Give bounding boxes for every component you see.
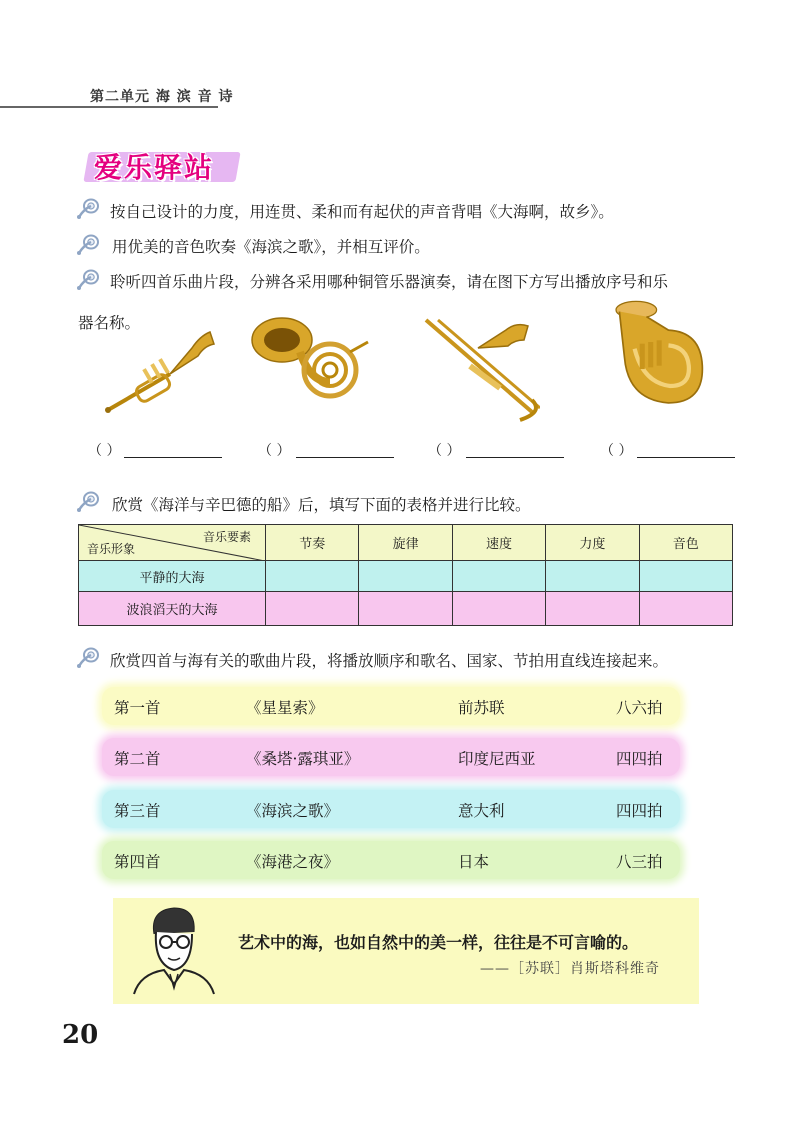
table-cell[interactable]	[452, 592, 545, 626]
task-recite-song: 按自己设计的力度，用连贯、柔和而有起伏的声音背唱《大海啊，故乡》。	[110, 203, 614, 221]
column-header-tempo: 速度	[452, 525, 545, 561]
horn-bullet-icon	[76, 268, 100, 292]
row-label-rough-sea: 波浪滔天的大海	[79, 592, 266, 626]
table-cell[interactable]	[639, 561, 732, 592]
song-order[interactable]: 第二首	[114, 750, 161, 768]
song-country[interactable]: 日本	[458, 853, 490, 871]
answer-paren-1: （ ）	[88, 443, 121, 459]
table-cell[interactable]	[546, 561, 639, 592]
horn-bullet-icon	[76, 646, 100, 670]
table-cell[interactable]	[359, 592, 452, 626]
task-match-songs: 欣赏四首与海有关的歌曲片段，将播放顺序和歌名、国家、节拍用直线连接起来。	[110, 652, 669, 670]
task-compare-table: 欣赏《海洋与辛巴德的船》后，填写下面的表格并进行比较。	[112, 496, 531, 514]
table-cell[interactable]	[266, 561, 359, 592]
quote-author: ——［苏联］肖斯塔科维奇	[480, 961, 660, 977]
chapter-header: 第二单元 海 滨 音 诗	[90, 89, 234, 105]
composer-portrait-icon	[130, 904, 216, 996]
task-identify-instruments-cont: 器名称。	[78, 314, 141, 332]
answer-paren-4: （ ）	[600, 443, 633, 459]
table-cell[interactable]	[639, 592, 732, 626]
column-header-timbre: 音色	[639, 525, 732, 561]
horn-bullet-icon	[76, 490, 100, 514]
song-order[interactable]: 第三首	[114, 802, 161, 820]
song-title[interactable]: 《桑塔·露琪亚》	[246, 750, 360, 768]
song-title[interactable]: 《海港之夜》	[246, 853, 340, 871]
song-strip-2	[102, 738, 680, 776]
column-header-rhythm: 节奏	[266, 525, 359, 561]
table-row	[79, 592, 733, 626]
table-row	[79, 561, 733, 592]
song-meter[interactable]: 四四拍	[616, 750, 663, 768]
horn-bullet-icon	[76, 197, 100, 221]
trombone-icon	[420, 316, 540, 426]
song-meter[interactable]: 八三拍	[616, 853, 663, 871]
song-strip-1	[102, 687, 680, 725]
song-country[interactable]: 意大利	[458, 802, 505, 820]
table-cell[interactable]	[359, 561, 452, 592]
song-meter[interactable]: 四四拍	[616, 802, 663, 820]
answer-line-1[interactable]	[124, 457, 222, 458]
song-country[interactable]: 前苏联	[458, 699, 505, 717]
header-music-elements: 音乐要素	[202, 530, 251, 544]
song-order[interactable]: 第一首	[114, 699, 161, 717]
horn-bullet-icon	[76, 233, 100, 257]
song-strip-4	[102, 841, 680, 879]
french-horn-icon	[250, 312, 370, 422]
comparison-table	[78, 524, 733, 626]
song-country[interactable]: 印度尼西亚	[458, 750, 536, 768]
column-header-melody: 旋律	[359, 525, 452, 561]
answer-line-2[interactable]	[296, 457, 394, 458]
song-strip-3	[102, 790, 680, 828]
song-order[interactable]: 第四首	[114, 853, 161, 871]
answer-paren-3: （ ）	[428, 443, 461, 459]
table-cell[interactable]	[266, 592, 359, 626]
quote-text: 艺术中的海，也如自然中的美一样，往往是不可言喻的。	[238, 933, 639, 952]
header-music-image: 音乐形象	[87, 542, 136, 556]
section-title-banner	[86, 146, 238, 186]
song-meter[interactable]: 八六拍	[616, 699, 663, 717]
table-diagonal-header	[79, 525, 266, 561]
answer-line-4[interactable]	[637, 457, 735, 458]
task-play-song: 用优美的音色吹奏《海滨之歌》，并相互评价。	[112, 238, 430, 256]
page-number: 20	[62, 1020, 99, 1050]
table-header-row	[79, 525, 733, 561]
song-title[interactable]: 《海滨之歌》	[246, 802, 340, 820]
trumpet-icon	[100, 318, 220, 428]
row-label-calm-sea: 平静的大海	[79, 561, 266, 592]
answer-line-3[interactable]	[466, 457, 564, 458]
column-header-dynamics: 力度	[546, 525, 639, 561]
header-rule	[0, 106, 218, 108]
song-title[interactable]: 《星星索》	[246, 699, 324, 717]
table-cell[interactable]	[546, 592, 639, 626]
table-cell[interactable]	[452, 561, 545, 592]
section-title: 爱乐驿站	[94, 151, 215, 184]
answer-paren-2: （ ）	[258, 443, 291, 459]
task-identify-instruments: 聆听四首乐曲片段，分辨各采用哪种铜管乐器演奏，请在图下方写出播放序号和乐	[110, 273, 669, 291]
tuba-icon	[600, 298, 720, 408]
